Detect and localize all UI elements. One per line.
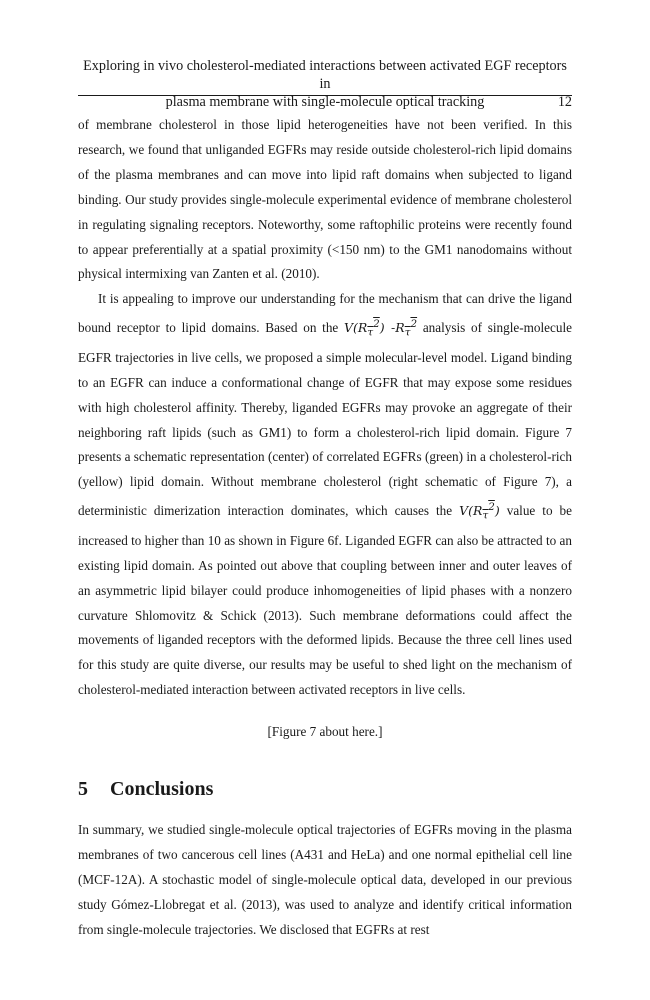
running-header	[78, 57, 572, 111]
math-tau-subscript-2: τ	[404, 326, 411, 339]
section-title: Conclusions	[110, 778, 214, 800]
conclusions-text	[78, 818, 572, 943]
figure-7-placeholder: [Figure 7 about here.]	[267, 724, 383, 739]
header-rule	[78, 95, 572, 96]
math-square-3: 2	[488, 501, 495, 514]
math-square: 2	[373, 318, 380, 331]
paragraph-1: of membrane cholesterol in those lipid heterogeneities have not been verified. In this research, we found that unliganded EGFRs may reside outside cholesterol-rich lipid domains of the plasma membranes and can move into lipid raft domains when subjected to ligand binding. Our study provides single-molecule experimental evidence of membrane cholesterol in regulating signaling receptors. Noteworthy, some raftophilic proteins were recently found to appear preferentially at a spatial proximity (<150 nm) to the GM1 nanodomains without physical intermixing van Zanten et al. (2010).	[78, 117, 572, 282]
paragraph-2-part-a: It is appealing to improve our understanding for the mechanism that can drive the ligand bound receptor to lipid domains. Based on the	[78, 291, 572, 336]
math-close: )	[494, 503, 500, 519]
paragraph-2-part-b: analysis of single-molecule EGFR trajectories in live cells, we proposed a simple molecular-level model. Ligand binding to an EGFR can induce a conformational change of EGFR that may expose some residues with high cholesterol affinity. Thereby, liganded EGFRs may provoke an aggregate of their neighboring raft lipids (such as GM1) to form a cholesterol-rich lipid domain. Figure 7 presents a schematic representation (center) of correlated EGFRs (green) in a cholesterol-rich (yellow) lipid domain. Without membrane cholesterol (right schematic of Figure 7), a deterministic dimerization interaction dominates, which causes the	[78, 320, 572, 519]
section-heading-conclusions	[78, 776, 213, 802]
math-overline-part-2	[404, 318, 418, 339]
math-v-rtau2-vs-rtau2	[344, 318, 418, 339]
section-number: 5	[78, 778, 88, 800]
math-tau-subscript-3: τ	[482, 509, 489, 522]
header-title-line1: Exploring in vivo cholesterol-mediated interactions between activated EGF receptors in	[83, 58, 567, 92]
math-square-2: 2	[410, 318, 418, 331]
math-overline-part	[367, 318, 380, 339]
math-dash-r: ) -R	[379, 320, 405, 336]
conclusions-paragraph-1: In summary, we studied single-molecule optical trajectories of EGFRs moving in the plasma membranes of two cancerous cell lines (A431 and HeLa) and one normal epithelial cell line (MCF-12A). A stochastic model of single-molecule optical data, developed in our previous study Gómez-Llobregat et al. (2013), was used to analyze and identify critical information from single-molecule trajectories. We disclosed that EGFRs at rest	[78, 822, 572, 937]
math-v-rtau2-inline	[459, 501, 500, 522]
body-text	[78, 113, 572, 703]
math-v-open-2: V(R	[459, 503, 483, 519]
paragraph-2-part-c: value to be increased to higher than 10 as shown in Figure 6f. Liganded EGFR can also be attracted to an existing lipid domain. As pointed out above that coupling between inner and outer leaves of an asymmetric lipid bilayer could produce inhomogeneities of lipid phases with a nonzero curvature Shlomovitz & Schick (2013). Such membrane deformations could affect the movements of liganded receptors with the deformed lipids. Because the three cell lines used for this study are quite diverse, our results may be useful to shed light on the mechanism of cholesterol-mediated interaction between activated receptors in live cells.	[78, 503, 572, 698]
math-v-open: V(R	[344, 320, 368, 336]
header-title-line2: plasma membrane with single-molecule optical tracking	[165, 94, 485, 110]
math-overline-part-3	[482, 501, 495, 522]
paragraph-2	[78, 287, 572, 703]
page-number: 12	[557, 94, 572, 110]
math-tau-subscript: τ	[367, 326, 374, 339]
